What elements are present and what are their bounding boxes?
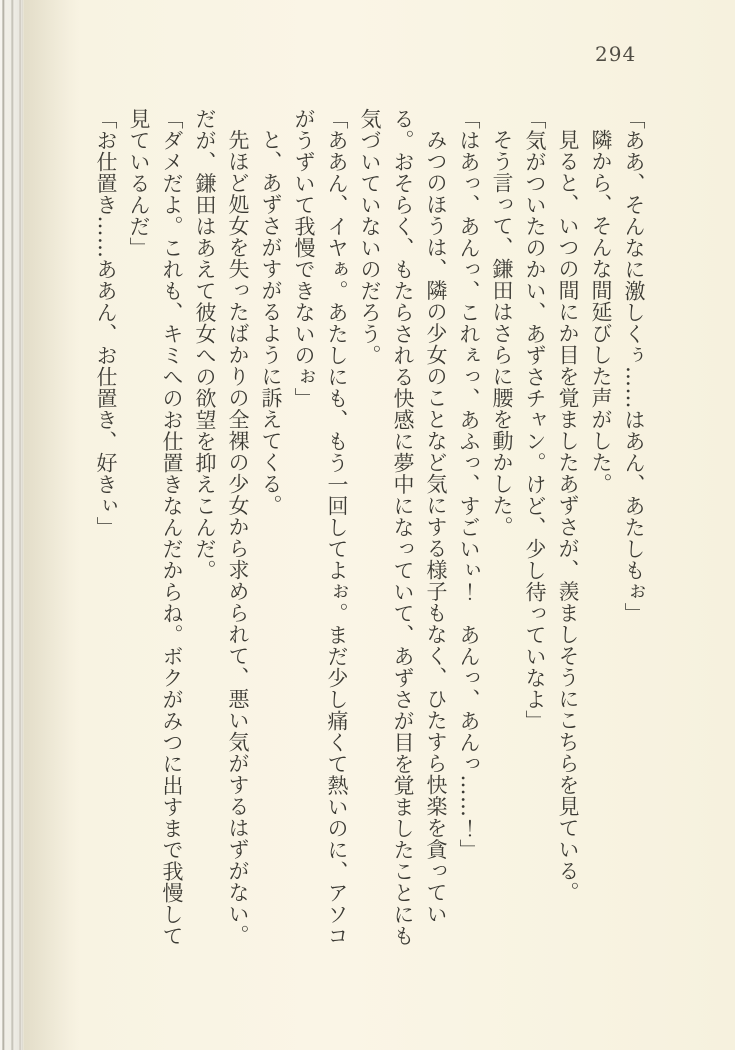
book-page-edge <box>0 0 24 1050</box>
paragraph-dialogue: 「ああ、そんなに激しくぅ……はあん、あたしもぉ」 <box>622 108 646 624</box>
paragraph-narration: そう言って、鎌田はさらに腰を動かした。 <box>490 129 514 538</box>
paragraph-narration: 先ほど処女を失ったばかりの全裸の少女から求められて、悪い気がするはずがない。 <box>226 129 250 946</box>
page-number: 294 <box>595 42 637 66</box>
paragraph-narration: 隣から、そんな間延びした声がした。 <box>589 129 613 495</box>
paragraph-dialogue: 「お仕置き……ああん、お仕置き、好きぃ」 <box>94 108 118 538</box>
paragraph-narration: だが、鎌田はあえて彼女への欲望を抑えこんだ。 <box>193 108 217 581</box>
paragraph-dialogue: 「はあっ、あんっ、これぇっ、あふっ、すごいぃ！ あんっ、あんっ……！」 <box>457 108 481 861</box>
binding-shadow <box>24 0 80 1050</box>
paragraph-narration: と、あずさがすがるように訴えてくる。 <box>259 129 283 516</box>
paragraph-narration: 見ると、いつの間にか目を覚ましたあずさが、羨ましそうにこちらを見ている。 <box>556 129 580 903</box>
paragraph-dialogue: 「気がついたのかい、あずさチャン。けど、少し待っていなよ」 <box>523 108 547 732</box>
paragraph-dialogue: 「ああん、イヤぁ。あたしにも、もう一回してよぉ。まだ少し痛くて熱いのに、アソコがうずいて我慢できないのぉ」 <box>292 108 349 947</box>
paragraph-narration: みつのほうは、隣の少女のことなど気にする様子もなく、ひたすら快楽を貪っている。おそらく、もたらされる快感に夢中になっていて、あずさが目を覚ましたことにも気づいていないのだろう。 <box>358 108 448 947</box>
body-text <box>89 108 650 954</box>
paragraph-dialogue: 「ダメだよ。これも、キミへのお仕置きなんだからね。ボクがみつに出すまで我慢して見ているんだ」 <box>127 108 184 947</box>
